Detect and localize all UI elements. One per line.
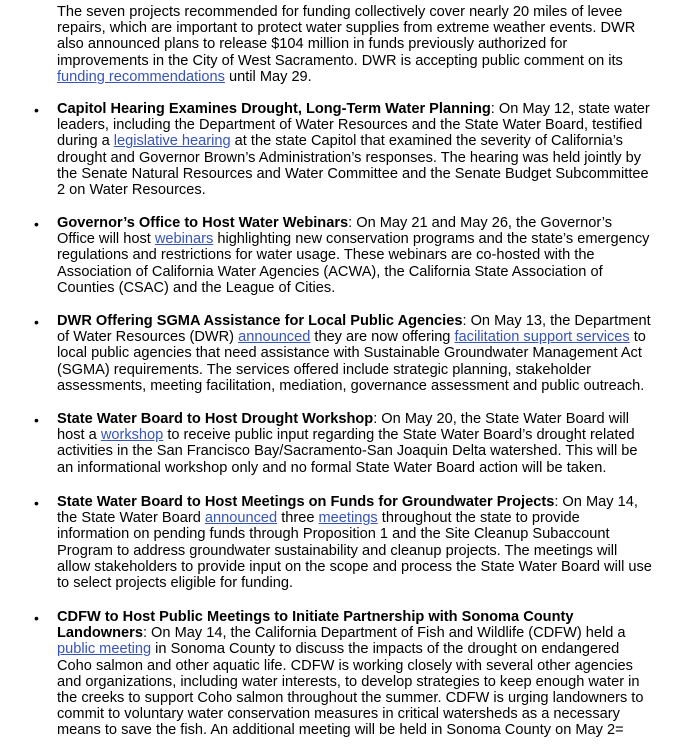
legislative-hearing-link[interactable]: legislative hearing: [113, 133, 231, 150]
item-text: to receive public input regarding the State Water Board’s drought related activities in the San Francisco Bay/Sacramento-San Joaquin Delta watershed. This will be an informational workshop only and no formal State Water Board action will be taken.: [57, 427, 638, 476]
webinars-link[interactable]: webinars: [154, 231, 214, 248]
bullet-marker: •: [34, 102, 39, 118]
item-text: : On May 14, the State Water Board: [57, 494, 638, 527]
item-text: to local public agencies that need assistance with Sustainable Groundwater Management Act (SGMA) requirements. The services offered include strategic planning, stakeholder assessments, meeting facilitation, mediation, governance assessment and public outreach.: [57, 329, 646, 394]
item-text: : On May 20, the State Water Board will host a: [57, 411, 629, 444]
bullet-marker: •: [34, 495, 39, 511]
dwr-announced-link[interactable]: announced: [238, 329, 311, 346]
intro-paragraph: [57, 4, 652, 85]
item-text: highlighting new conservation programs and the state’s emergency regulations and restrictions for water usage. These webinars are co-hosted with the Association of California Water Agencies (ACWA), the California State Association of Counties (CSAC) and the League of Cities.: [57, 231, 650, 296]
item-text: throughout the state to provide information on pending funds through Proposition 1 and the Site Cleanup Subaccount Program to address groundwater sustainability and cleanup projects. The meetings will allow stakeholders to provide input on the scope and process the State Water Board will use to select projects eligible for funding.: [57, 510, 652, 592]
item-paragraph: [57, 101, 652, 198]
bullet-marker: •: [34, 216, 39, 232]
intro-text-1: The seven projects recommended for funding collectively cover nearly 20 miles of levee repairs, which are important to protect water supplies from extreme weather events. DWR also announced plans to release $104 million in funds previously authorized for improvements in the City of West Sacramento. DWR is accepting public comment on its: [57, 4, 636, 69]
intro-text-2: until May 29.: [224, 68, 312, 85]
item-text: in Sonoma County to discuss the impacts of the drought on endangered Coho salmon and other aquatic life. CDFW is working closely with several other agencies and organizations, including water interests, to develop strategies to keep enough water in the creeks to support Coho salmon throughout the summer. CDFW is urging landowners to commit to voluntary water conservation measures in critical watersheds as a necessary means to save the fish. An additional meeting will be held in Sonoma County on May 2=: [57, 641, 644, 739]
item-paragraph: [57, 313, 652, 394]
item-title: State Water Board to Host Drought Workshop: [57, 411, 374, 427]
bullet-marker: •: [34, 610, 39, 626]
item-text: at the state Capitol that examined the severity of California’s drought and Governor Brown’s Administration’s responses. The hearing was held jointly by the Senate Natural Resources and Water Committee and the Senate Budget Subcommittee 2 on Water Resources.: [57, 133, 649, 199]
item-paragraph: [57, 411, 652, 476]
facilitation-support-services-link[interactable]: facilitation support services: [454, 329, 630, 346]
item-paragraph: [57, 609, 652, 739]
item-text: : On May 13, the Department of Water Resources (DWR): [57, 313, 651, 346]
item-title: Capitol Hearing Examines Drought, Long-Term Water Planning: [57, 101, 491, 117]
item-text: : On May 12, state water leaders, including the Department of Water Resources and the State Water Board, testified during a: [57, 101, 650, 150]
workshop-link[interactable]: workshop: [100, 427, 164, 444]
meetings-link[interactable]: meetings: [318, 510, 378, 527]
item-title: State Water Board to Host Meetings on Funds for Groundwater Projects: [57, 494, 555, 510]
item-title: DWR Offering SGMA Assistance for Local Public Agencies: [57, 313, 463, 329]
item-text: : On May 21 and May 26, the Governor’s Office will host: [57, 215, 613, 248]
item-text: : On May 14, the California Department of Fish and Wildlife (CDFW) held a: [142, 625, 626, 642]
public-meeting-link[interactable]: public meeting: [57, 641, 152, 658]
item-paragraph: [57, 215, 652, 296]
item-text: they are now offering: [310, 329, 455, 346]
item-title: CDFW to Host Public Meetings to Initiate Partnership with Sonoma County Landowners: [57, 609, 574, 642]
bullet-marker: •: [34, 314, 39, 330]
item-text: three: [277, 510, 319, 527]
bullet-marker: •: [34, 412, 39, 428]
funding-recommendations-link[interactable]: funding recommendations: [57, 68, 225, 85]
item-title: Governor’s Office to Host Water Webinars: [57, 215, 349, 231]
state-water-board-announced-link[interactable]: announced: [204, 510, 278, 527]
item-paragraph: [57, 494, 652, 591]
